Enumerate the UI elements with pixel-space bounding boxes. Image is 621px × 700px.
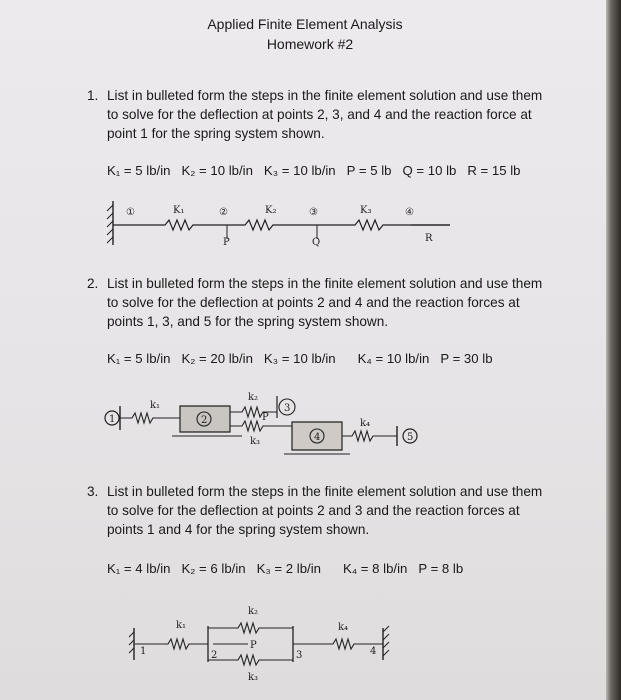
spring-k1-label: k₁ — [150, 400, 161, 411]
spring-k2-label: k₂ — [248, 606, 259, 617]
wall-left-hatch — [129, 632, 134, 653]
node-4-label: 4 — [314, 432, 321, 443]
spring-k3-label: K₃ — [360, 205, 372, 216]
spring-k2 — [208, 623, 293, 633]
header — [0, 14, 610, 54]
spring-k3-label: k₃ — [248, 672, 259, 683]
spring-k1 — [120, 413, 180, 423]
node-2-label: 2 — [201, 415, 208, 426]
spring-k4 — [342, 431, 397, 441]
problem-1-number: 1. — [87, 88, 99, 103]
problem-3 — [87, 482, 557, 539]
problem-2 — [87, 274, 557, 331]
force-r-label: R — [425, 233, 433, 244]
spring-k2 — [230, 407, 277, 417]
problem-2-spring-figure — [102, 388, 442, 470]
problem-1 — [87, 86, 557, 143]
spring-k4-label: k₄ — [338, 622, 349, 633]
spring-k2-label: k₂ — [248, 392, 259, 403]
problem-1-parameters: K₁ = 5 lb/in K₂ = 10 lb/in K₃ = 10 lb/in P = 5 lb Q = 10 lb R = 15 lb — [107, 163, 521, 178]
spring-k1-label: K₁ — [173, 205, 185, 216]
node-2-label: ② — [219, 207, 228, 218]
problem-1-text: List in bulleted form the steps in the finite element solution and use them to solve for the deflection at points 2, 3, and 4 and the reaction force at point 1 for the spring system shown. — [107, 88, 543, 141]
spring-k2-label: K₂ — [265, 205, 277, 216]
node-5-label: 5 — [407, 432, 414, 443]
wall-right-hatch — [383, 626, 389, 656]
wall-hatch — [107, 205, 113, 243]
node-4-label: ④ — [405, 207, 414, 218]
spring-chain — [113, 220, 450, 230]
problem-3-parameters: K₁ = 4 lb/in K₂ = 6 lb/in K₃ = 2 lb/in K₄ = 8 lb/in P = 8 lb — [107, 561, 464, 576]
spring-k3 — [208, 655, 293, 665]
problem-2-number: 2. — [87, 276, 99, 291]
node-3-label: 3 — [284, 403, 291, 414]
spring-k3-label: k₃ — [250, 436, 261, 447]
node-1-label: ① — [126, 207, 135, 218]
desk-background — [606, 0, 621, 700]
problem-1-spring-figure — [105, 195, 465, 255]
force-p-label: P — [262, 412, 269, 423]
problem-3-spring-figure — [128, 598, 418, 688]
force-q-label: Q — [312, 237, 321, 248]
node-3-label: 3 — [296, 650, 303, 661]
problem-2-parameters: K₁ = 5 lb/in K₂ = 20 lb/in K₃ = 10 lb/in K₄ = 10 lb/in P = 30 lb — [107, 351, 493, 366]
problem-2-text: List in bulleted form the steps in the finite element solution and use them to solve for the deflection at points 2 and 4 and the reaction forces at points 1, 3, and 5 for the spring system shown. — [107, 276, 543, 329]
force-p-label: P — [250, 640, 257, 651]
document-title: Applied Finite Element Analysis — [207, 16, 403, 32]
spring-k1-label: k₁ — [176, 620, 187, 631]
node-1-label: 1 — [109, 414, 116, 425]
spring-k3 — [230, 421, 292, 431]
node-3-label: ③ — [309, 207, 318, 218]
node-2-label: 2 — [211, 650, 218, 661]
force-p-label: P — [223, 237, 230, 248]
spring-k4-label: k₄ — [360, 418, 371, 429]
node-4-label: 4 — [370, 646, 377, 657]
problem-3-text: List in bulleted form the steps in the finite element solution and use them to solve for the deflection at points 2 and 3 and the reaction forces at points 1 and 4 for the spring system shown. — [107, 484, 543, 537]
document-subtitle: Homework #2 — [266, 36, 354, 52]
node-1-label: 1 — [140, 646, 147, 657]
problem-3-number: 3. — [87, 484, 99, 499]
